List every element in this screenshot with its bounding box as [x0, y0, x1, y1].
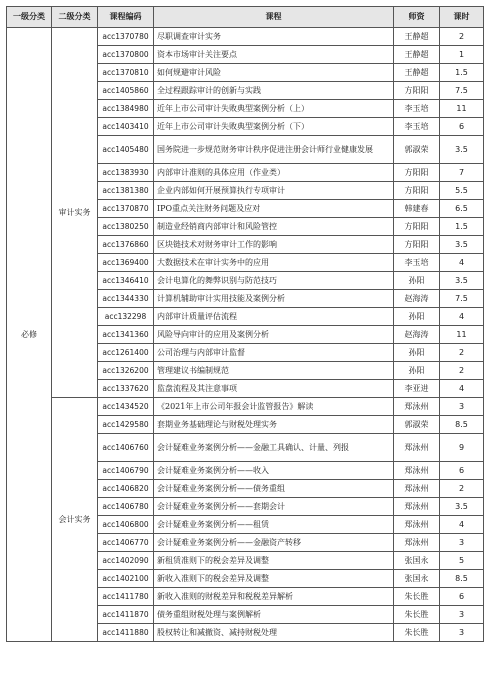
teacher-cell: 郑泳州: [394, 398, 440, 416]
hours-cell: 3.5: [440, 136, 484, 164]
course-name-cell: 会计疑难业务案例分析——套期会计: [154, 498, 394, 516]
course-code-cell: acc1411880: [98, 624, 154, 642]
table-header-row: [7, 7, 484, 28]
teacher-cell: 郑泳州: [394, 480, 440, 498]
hours-cell: 11: [440, 326, 484, 344]
course-name-cell: IPO重点关注财务问题及应对: [154, 200, 394, 218]
course-name-cell: 会计疑难业务案例分析——租赁: [154, 516, 394, 534]
course-name-cell: 大数据技术在审计实务中的应用: [154, 254, 394, 272]
category2-cell: 审计实务: [52, 28, 98, 398]
course-code-cell: acc1405480: [98, 136, 154, 164]
hours-cell: 3.5: [440, 236, 484, 254]
teacher-cell: 郭淑荣: [394, 416, 440, 434]
header-teacher: 师资: [394, 7, 440, 28]
course-code-cell: acc1380250: [98, 218, 154, 236]
course-code-cell: acc1406760: [98, 434, 154, 462]
hours-cell: 2: [440, 362, 484, 380]
header-hours: 课时: [440, 7, 484, 28]
teacher-cell: 王静超: [394, 64, 440, 82]
course-name-cell: 近年上市公司审计失败典型案例分析（上）: [154, 100, 394, 118]
hours-cell: 1.5: [440, 218, 484, 236]
course-name-cell: 会计疑难业务案例分析——债务重组: [154, 480, 394, 498]
teacher-cell: 方阳阳: [394, 164, 440, 182]
teacher-cell: 郑泳州: [394, 434, 440, 462]
teacher-cell: 郑泳州: [394, 462, 440, 480]
teacher-cell: 李玉培: [394, 254, 440, 272]
course-code-cell: acc1403410: [98, 118, 154, 136]
teacher-cell: 赵海涛: [394, 290, 440, 308]
hours-cell: 4: [440, 516, 484, 534]
course-code-cell: acc1370810: [98, 64, 154, 82]
course-code-cell: acc1344330: [98, 290, 154, 308]
teacher-cell: 孙阳: [394, 362, 440, 380]
course-name-cell: 企业内部如何开展预算执行专项审计: [154, 182, 394, 200]
course-name-cell: 风险导向审计的应用及案例分析: [154, 326, 394, 344]
hours-cell: 9: [440, 434, 484, 462]
teacher-cell: 朱长胜: [394, 624, 440, 642]
teacher-cell: 张国永: [394, 552, 440, 570]
teacher-cell: 李玉培: [394, 100, 440, 118]
course-name-cell: 监盘流程及其注意事项: [154, 380, 394, 398]
table-row: [7, 398, 484, 416]
hours-cell: 3.5: [440, 498, 484, 516]
teacher-cell: 方阳阳: [394, 218, 440, 236]
course-code-cell: acc1406780: [98, 498, 154, 516]
course-code-cell: acc1261400: [98, 344, 154, 362]
course-code-cell: acc1341360: [98, 326, 154, 344]
hours-cell: 7.5: [440, 290, 484, 308]
teacher-cell: 孙阳: [394, 344, 440, 362]
course-code-cell: acc1411780: [98, 588, 154, 606]
course-name-cell: 新收入准则下的税会差异及调整: [154, 570, 394, 588]
teacher-cell: 孙阳: [394, 308, 440, 326]
course-name-cell: 区块链技术对财务审计工作的影响: [154, 236, 394, 254]
hours-cell: 11: [440, 100, 484, 118]
course-name-cell: 会计疑难业务案例分析——金融工具确认、计量、列报: [154, 434, 394, 462]
category2-cell: 会计实务: [52, 398, 98, 642]
header-course-name: 课程: [154, 7, 394, 28]
category1-cell: 必修: [7, 28, 52, 642]
teacher-cell: 王静超: [394, 46, 440, 64]
header-course-code: 课程编码: [98, 7, 154, 28]
hours-cell: 2: [440, 28, 484, 46]
hours-cell: 6: [440, 118, 484, 136]
course-name-cell: 股权转让和减撤资、减持财税处理: [154, 624, 394, 642]
hours-cell: 6: [440, 462, 484, 480]
hours-cell: 2: [440, 480, 484, 498]
teacher-cell: 方阳阳: [394, 182, 440, 200]
course-name-cell: 资本市场审计关注要点: [154, 46, 394, 64]
teacher-cell: 张国永: [394, 570, 440, 588]
course-table-container: [6, 6, 483, 642]
course-code-cell: acc1337620: [98, 380, 154, 398]
hours-cell: 7.5: [440, 82, 484, 100]
course-name-cell: 国务院进一步规范财务审计秩序促进注册会计师行业健康发展: [154, 136, 394, 164]
course-code-cell: acc1346410: [98, 272, 154, 290]
course-code-cell: acc1370780: [98, 28, 154, 46]
hours-cell: 6: [440, 588, 484, 606]
hours-cell: 3: [440, 624, 484, 642]
course-code-cell: acc1406770: [98, 534, 154, 552]
course-code-cell: acc1381380: [98, 182, 154, 200]
hours-cell: 2: [440, 344, 484, 362]
teacher-cell: 孙阳: [394, 272, 440, 290]
course-name-cell: 新租赁准则下的税会差异及调整: [154, 552, 394, 570]
teacher-cell: 方阳阳: [394, 236, 440, 254]
hours-cell: 8.5: [440, 570, 484, 588]
hours-cell: 3.5: [440, 272, 484, 290]
course-code-cell: acc1402090: [98, 552, 154, 570]
hours-cell: 3: [440, 606, 484, 624]
teacher-cell: 李玉培: [394, 118, 440, 136]
course-name-cell: 新收入准则的财税差异和税税差异解析: [154, 588, 394, 606]
hours-cell: 5.5: [440, 182, 484, 200]
course-code-cell: acc1384980: [98, 100, 154, 118]
teacher-cell: 李亚进: [394, 380, 440, 398]
course-code-cell: acc1434520: [98, 398, 154, 416]
course-code-cell: acc1405860: [98, 82, 154, 100]
hours-cell: 4: [440, 308, 484, 326]
course-code-cell: acc1406790: [98, 462, 154, 480]
hours-cell: 3: [440, 534, 484, 552]
hours-cell: 1: [440, 46, 484, 64]
teacher-cell: 赵海涛: [394, 326, 440, 344]
hours-cell: 3: [440, 398, 484, 416]
teacher-cell: 郑泳州: [394, 516, 440, 534]
course-name-cell: 制造业经销商内部审计和风险管控: [154, 218, 394, 236]
course-name-cell: 如何规避审计风险: [154, 64, 394, 82]
course-code-cell: acc1411870: [98, 606, 154, 624]
hours-cell: 5: [440, 552, 484, 570]
course-name-cell: 套期业务基础理论与财税处理实务: [154, 416, 394, 434]
course-code-cell: acc1326200: [98, 362, 154, 380]
teacher-cell: 郑泳州: [394, 498, 440, 516]
hours-cell: 7: [440, 164, 484, 182]
teacher-cell: 韩建春: [394, 200, 440, 218]
course-name-cell: 债务重组财税处理与案例解析: [154, 606, 394, 624]
teacher-cell: 郭淑荣: [394, 136, 440, 164]
course-code-cell: acc132298: [98, 308, 154, 326]
course-code-cell: acc1383930: [98, 164, 154, 182]
course-name-cell: 近年上市公司审计失败典型案例分析（下）: [154, 118, 394, 136]
course-name-cell: 会计疑难业务案例分析——收入: [154, 462, 394, 480]
hours-cell: 6.5: [440, 200, 484, 218]
course-code-cell: acc1370870: [98, 200, 154, 218]
course-code-cell: acc1402100: [98, 570, 154, 588]
teacher-cell: 方阳阳: [394, 82, 440, 100]
teacher-cell: 王静超: [394, 28, 440, 46]
course-code-cell: acc1406820: [98, 480, 154, 498]
teacher-cell: 郑泳州: [394, 534, 440, 552]
course-name-cell: 管理建议书编制规范: [154, 362, 394, 380]
course-name-cell: 会计电算化的舞弊识别与防范技巧: [154, 272, 394, 290]
course-code-cell: acc1376860: [98, 236, 154, 254]
course-name-cell: 计算机辅助审计实用技能及案例分析: [154, 290, 394, 308]
table-row: [7, 28, 484, 46]
teacher-cell: 朱长胜: [394, 588, 440, 606]
course-name-cell: 内部审计准则的具体应用（作业类）: [154, 164, 394, 182]
course-table: [6, 6, 484, 642]
course-name-cell: 《2021年上市公司年报会计监管报告》解读: [154, 398, 394, 416]
header-category2: 二级分类: [52, 7, 98, 28]
course-name-cell: 公司治理与内部审计监督: [154, 344, 394, 362]
header-category1: 一级分类: [7, 7, 52, 28]
course-name-cell: 内部审计质量评估流程: [154, 308, 394, 326]
table-body: [7, 28, 484, 642]
hours-cell: 4: [440, 254, 484, 272]
course-code-cell: acc1429580: [98, 416, 154, 434]
course-name-cell: 尽职调查审计实务: [154, 28, 394, 46]
course-name-cell: 会计疑难业务案例分析——金融资产转移: [154, 534, 394, 552]
course-name-cell: 全过程跟踪审计的创新与实践: [154, 82, 394, 100]
hours-cell: 1.5: [440, 64, 484, 82]
hours-cell: 8.5: [440, 416, 484, 434]
course-code-cell: acc1406800: [98, 516, 154, 534]
hours-cell: 4: [440, 380, 484, 398]
course-code-cell: acc1369400: [98, 254, 154, 272]
teacher-cell: 朱长胜: [394, 606, 440, 624]
course-code-cell: acc1370800: [98, 46, 154, 64]
